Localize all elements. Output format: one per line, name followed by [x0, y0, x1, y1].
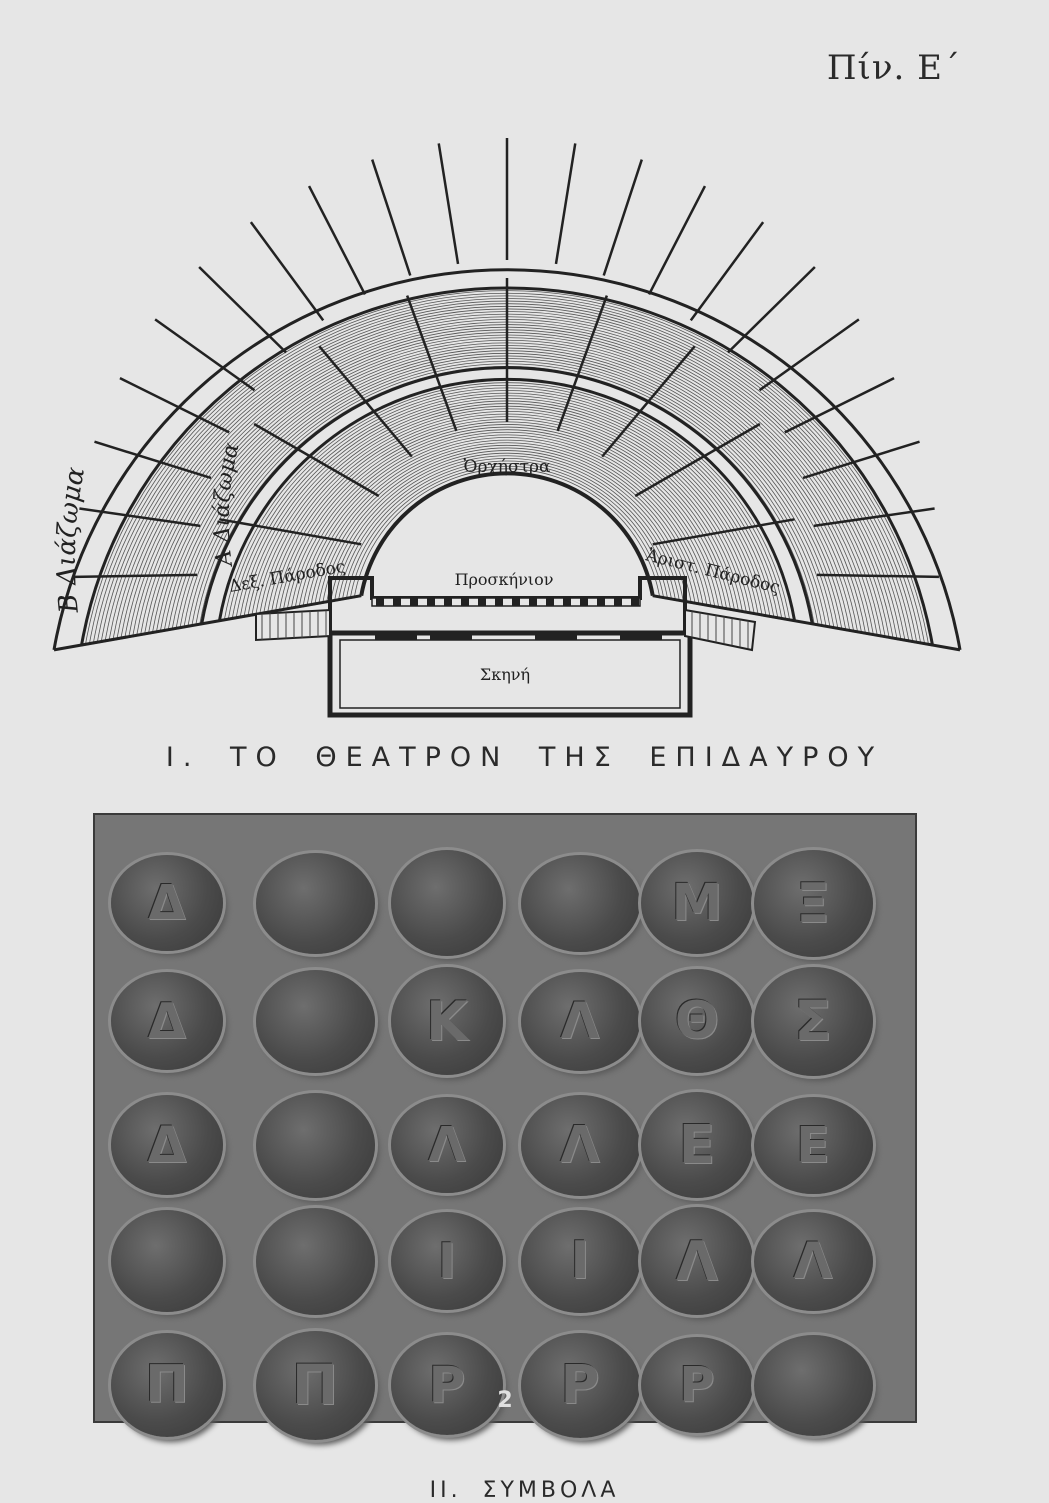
symbols-caption: II. ΣΥΜΒΟΛΑ: [429, 1478, 620, 1503]
coin-token: Λ: [521, 1095, 640, 1196]
stage-building: [256, 578, 755, 715]
coin-token: [256, 853, 375, 954]
coin-token: Ρ: [391, 1335, 503, 1435]
orchestra-label: Ὀρχήστρα: [463, 457, 551, 477]
coin-token: Δ: [111, 1095, 223, 1195]
coin-token: Θ: [641, 969, 753, 1073]
coin-token: Λ: [754, 1212, 873, 1311]
coin-token: Ξ: [754, 850, 873, 957]
coin-token: Ι: [391, 1212, 503, 1310]
skene-label: Σκηνή: [479, 665, 531, 684]
panel-number: 2: [497, 1388, 513, 1413]
coin-token: [111, 1210, 223, 1312]
coin-token: Λ: [521, 972, 640, 1071]
coin-token: Δ: [111, 855, 223, 951]
coin-token: Ρ: [521, 1333, 640, 1438]
coin-token: [521, 855, 640, 952]
inner-diazoma-label: Α Διάζωμα: [209, 440, 245, 568]
theatre-caption: I. ΤΟ ΘΕΑΤΡΟΝ ΤΗΣ ΕΠΙΔΑΥΡΟΥ: [165, 742, 884, 773]
left-parodos-label: Δεξ. Πάροδος: [227, 556, 347, 597]
coin-token: Δ: [111, 972, 223, 1070]
coin-token: Λ: [391, 1097, 503, 1193]
coin-token: [256, 970, 375, 1073]
coin-token: Ι: [521, 1210, 640, 1313]
proskenion-label: Προσκήνιον: [454, 570, 554, 589]
coin-token: Π: [111, 1333, 223, 1437]
coin-photo-panel: [93, 813, 917, 1423]
coin-token: Ρ: [641, 1337, 753, 1433]
coin-token: Π: [256, 1331, 375, 1440]
coin-token: М: [641, 852, 753, 954]
plate-number: Πίν. Ε΄: [826, 48, 961, 88]
coin-token: Λ: [641, 1207, 753, 1315]
coin-token: [391, 850, 503, 956]
coin-token: [256, 1093, 375, 1198]
outer-diazoma-label: Β Διάζωμα: [51, 464, 92, 615]
theatre-plan-diagram: [0, 0, 1049, 740]
coin-token: [256, 1208, 375, 1315]
coin-token: [754, 1335, 873, 1436]
coin-token: Σ: [754, 967, 873, 1076]
coin-token: Ε: [641, 1092, 753, 1198]
coin-token: Κ: [391, 967, 503, 1075]
right-parodos-label: Ἀριστ. Πάροδος: [643, 545, 782, 599]
coin-token: Ε: [754, 1097, 873, 1194]
